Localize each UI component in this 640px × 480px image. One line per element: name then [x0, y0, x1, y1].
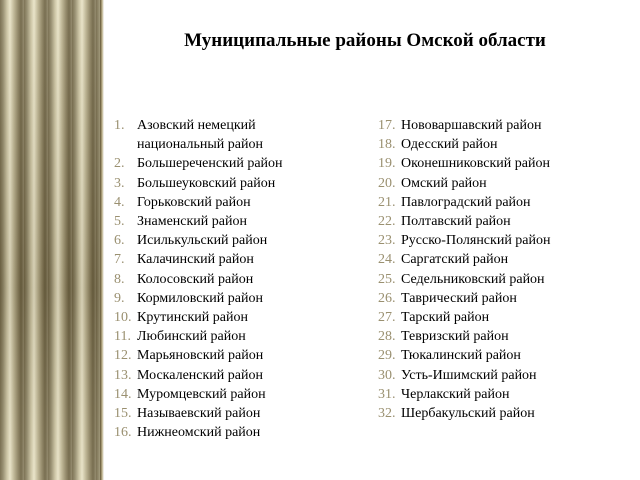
list-item-number: 10.: [114, 310, 132, 326]
list-item: [114, 154, 314, 173]
list-item: [378, 289, 608, 308]
list-item-number: 31.: [378, 386, 396, 402]
list-item-number: 1.: [114, 118, 125, 133]
list-item-number: 24.: [378, 252, 396, 268]
list-item-number: 7.: [114, 252, 125, 268]
list-item-number: 22.: [378, 214, 396, 230]
list-item-text: Нижнеомский район: [137, 425, 261, 441]
list-item-text: Оконешниковский район: [401, 156, 550, 172]
list-item-text: Омский район: [401, 175, 487, 191]
list-item: [378, 231, 608, 250]
list-item: [114, 327, 314, 346]
list-item-text: Называевский район: [137, 406, 261, 422]
curtain-shade: [0, 0, 100, 480]
list-item-number: 18.: [378, 137, 396, 153]
list-item-text: Азовский немецкий национальный район: [137, 118, 263, 153]
list-item-number: 3.: [114, 175, 125, 191]
list-item-number: 29.: [378, 348, 396, 364]
list-item-number: 20.: [378, 175, 396, 191]
list-item: [378, 308, 608, 327]
list-item: [378, 154, 608, 173]
list-item-text: Тарский район: [401, 310, 490, 326]
list-item-number: 17.: [378, 118, 396, 133]
list-item-text: Знаменский район: [137, 214, 247, 230]
list-item: [114, 193, 314, 212]
list-item-number: 23.: [378, 233, 396, 249]
list-item: [378, 116, 608, 135]
list-item: [378, 385, 608, 404]
list-item-text: Тевризский район: [401, 329, 509, 345]
list-item-text: Большереченский район: [137, 156, 283, 172]
list-item-number: 27.: [378, 310, 396, 326]
list-item-text: Черлакский район: [401, 386, 510, 402]
list-item: [114, 423, 314, 442]
list-item-text: Кормиловский район: [137, 290, 263, 306]
list-item: [378, 366, 608, 385]
list-item: [378, 346, 608, 365]
list-item: [378, 327, 608, 346]
list-item-text: Марьяновский район: [137, 348, 264, 364]
list-item-text: Муромцевский район: [137, 386, 266, 402]
list-item-number: 2.: [114, 156, 125, 172]
list-item: [378, 270, 608, 289]
list-item-number: 13.: [114, 367, 132, 383]
list-item-text: Русско-Полянский район: [401, 233, 551, 249]
list-item: [114, 270, 314, 289]
list-item: [114, 250, 314, 269]
list-item-text: Шербакульский район: [401, 406, 535, 422]
list-item-text: Крутинский район: [137, 310, 248, 326]
list-item-number: 26.: [378, 290, 396, 306]
list-item: [114, 231, 314, 250]
list-item-text: Павлоградский район: [401, 194, 531, 210]
district-list-right: [378, 116, 608, 423]
slide-title: Муниципальные районы Омской области: [184, 30, 546, 51]
list-item-text: Исилькульский район: [137, 233, 268, 249]
list-item: [378, 135, 608, 154]
list-item: [378, 250, 608, 269]
list-item-number: 5.: [114, 214, 125, 230]
list-item: [114, 289, 314, 308]
list-item: [114, 212, 314, 231]
list-item-number: 8.: [114, 271, 125, 287]
list-item-number: 6.: [114, 233, 125, 249]
list-item: [378, 212, 608, 231]
list-item-number: 25.: [378, 271, 396, 287]
list-item-text: Большеуковский район: [137, 175, 276, 191]
list-item: [114, 404, 314, 423]
list-item-number: 12.: [114, 348, 132, 364]
list-item-text: Колосовский район: [137, 271, 254, 287]
list-item-text: Одесский район: [401, 137, 498, 153]
list-item-text: Горьковский район: [137, 194, 251, 210]
list-item-number: 15.: [114, 406, 132, 422]
curtain-edge: [100, 0, 104, 480]
list-item-text: Таврический район: [401, 290, 517, 306]
list-item-text: Тюкалинский район: [401, 348, 521, 364]
list-item-text: Москаленский район: [137, 367, 263, 383]
district-list-left: [114, 116, 314, 442]
list-item: [114, 385, 314, 404]
list-item-number: 19.: [378, 156, 396, 172]
list-item: [114, 346, 314, 365]
list-item-number: 14.: [114, 386, 132, 402]
list-item-number: 4.: [114, 194, 125, 210]
list-item-text: Калачинский район: [137, 252, 254, 268]
list-item-number: 32.: [378, 406, 396, 422]
list-item: [378, 174, 608, 193]
list-item-number: 16.: [114, 425, 132, 441]
list-item-number: 30.: [378, 367, 396, 383]
list-item: [114, 366, 314, 385]
list-item: [114, 308, 314, 327]
list-item-number: 11.: [114, 329, 131, 345]
list-item-number: 9.: [114, 290, 125, 306]
list-item-text: Усть-Ишимский район: [401, 367, 537, 383]
list-item-text: Нововаршавский район: [401, 118, 542, 133]
list-item: [378, 193, 608, 212]
list-item: [378, 404, 608, 423]
list-item-text: Полтавский район: [401, 214, 511, 230]
list-item-text: Саргатский район: [401, 252, 509, 268]
list-item-text: Седельниковский район: [401, 271, 545, 287]
list-item: [114, 174, 314, 193]
list-item-text: Любинский район: [137, 329, 246, 345]
list-item: [114, 116, 314, 154]
list-item-number: 28.: [378, 329, 396, 345]
list-item-number: 21.: [378, 194, 396, 210]
